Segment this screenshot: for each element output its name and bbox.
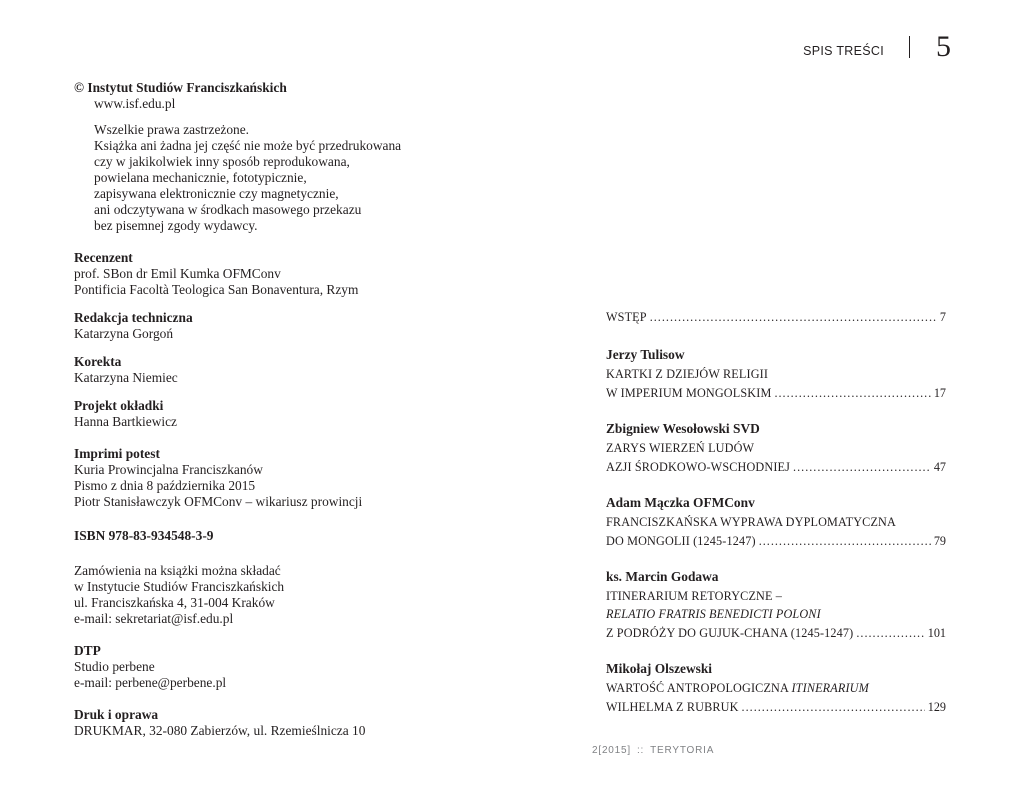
section-heading: Redakcja techniczna: [74, 310, 193, 325]
toc-page: 7: [939, 310, 946, 324]
section-line: Zamówienia na książki można składać: [74, 563, 281, 578]
toc-title-line: Z PODRÓŻY DO GUJUK-CHANA (1245-1247): [606, 626, 854, 640]
toc-title-part: WARTOŚĆ ANTROPOLOGICZNA: [606, 681, 792, 695]
section-heading: Korekta: [74, 354, 122, 369]
toc-author: Adam Mączka OFMConv: [606, 495, 755, 510]
section-line: Studio perbene: [74, 659, 155, 674]
rights-line: czy w jakikolwiek inny sposób reprodukowana,: [94, 154, 350, 169]
dot-leader: [793, 457, 931, 477]
toc-entry[interactable]: [606, 531, 946, 551]
toc-intro[interactable]: [606, 307, 946, 327]
section-line: Kuria Prowincjalna Franciszkanów: [74, 462, 263, 477]
section-line: Pismo z dnia 8 października 2015: [74, 478, 256, 493]
toc-entry[interactable]: [606, 623, 946, 643]
section-line: DRUKMAR, 32-080 Zabierzów, ul. Rzemieślnicza 10: [74, 723, 366, 738]
dot-leader: [759, 531, 931, 551]
reviewer-section: [74, 250, 494, 298]
toc-entry[interactable]: [606, 383, 946, 403]
toc-author: Jerzy Tulisow: [606, 347, 685, 362]
toc-entry[interactable]: [606, 457, 946, 477]
toc-page: 79: [933, 534, 946, 548]
dtp-section: [74, 643, 494, 691]
section-line: e-mail: sekretariat@isf.edu.pl: [74, 611, 234, 626]
rights-line: powielana mechanicznie, fototypicznie,: [94, 170, 307, 185]
toc-title-line: WILHELMA Z RUBRUK: [606, 700, 739, 714]
running-head-rule: [909, 36, 910, 58]
toc-title-line: [606, 679, 946, 697]
toc-title-line: W IMPERIUM MONGOLSKIM: [606, 386, 772, 400]
dot-leader: [856, 623, 924, 643]
footer-separator: ::: [636, 745, 645, 756]
toc-title-line: ZARYS WIERZEŃ LUDÓW: [606, 441, 755, 455]
toc-title-line: ITINERARIUM RETORYCZNE –: [606, 589, 783, 603]
section-line: ul. Franciszkańska 4, 31-004 Kraków: [74, 595, 275, 610]
orders-section: [74, 563, 494, 627]
toc-page: 129: [927, 700, 946, 714]
dot-leader: [742, 697, 925, 717]
page-footer: [592, 745, 714, 756]
rights-line: Wszelkie prawa zastrzeżone.: [94, 122, 250, 137]
section-line: Piotr Stanisławczyk OFMConv – wikariusz prowincji: [74, 494, 363, 509]
toc-author: Zbigniew Wesołowski SVD: [606, 421, 760, 436]
website-url: www.isf.edu.pl: [94, 96, 176, 111]
section-heading: Recenzent: [74, 250, 133, 265]
section-line: w Instytucie Studiów Franciszkańskich: [74, 579, 285, 594]
isbn: ISBN 978-83-934548-3-9: [74, 528, 214, 543]
section-line: Pontificia Facoltà Teologica San Bonaventura, Rzym: [74, 282, 359, 297]
dot-leader: [774, 383, 930, 403]
cover-design-section: [74, 398, 494, 430]
issue-number: 2[2015]: [592, 745, 631, 756]
copyright-line: © Instytut Studiów Franciszkańskich: [74, 80, 287, 95]
section-line: prof. SBon dr Emil Kumka OFMConv: [74, 266, 281, 281]
table-of-contents: [606, 307, 946, 717]
rights-notice: [74, 122, 494, 234]
right-page: [512, 0, 1024, 799]
toc-page: 17: [933, 386, 946, 400]
toc-page: 47: [933, 460, 946, 474]
rights-line: zapisywana elektronicznie czy magnetycznie,: [94, 186, 339, 201]
toc-author: Mikołaj Olszewski: [606, 661, 713, 676]
toc-title-line: FRANCISZKAŃSKA WYPRAWA DYPLOMATYCZNA: [606, 515, 896, 529]
toc-author: ks. Marcin Godawa: [606, 569, 719, 584]
section-heading: Druk i oprawa: [74, 707, 159, 722]
dot-leader: [650, 307, 937, 327]
rights-line: bez pisemnej zgody wydawcy.: [94, 218, 258, 233]
toc-entry[interactable]: [606, 697, 946, 717]
section-line: Katarzyna Gorgoń: [74, 326, 174, 341]
running-head: SPIS TREŚCI: [803, 44, 884, 58]
page-number: 5: [936, 30, 951, 63]
printing-section: [74, 707, 494, 739]
toc-title-line-italic: RELATIO FRATRIS BENEDICTI POLONI: [606, 607, 821, 621]
toc-title-line: DO MONGOLII (1245-1247): [606, 534, 756, 548]
toc-title-line: KARTKI Z DZIEJÓW RELIGII: [606, 367, 769, 381]
journal-name: TERYTORIA: [650, 745, 715, 756]
toc-page: 101: [927, 626, 946, 640]
rights-line: Książka ani żadna jej część nie może być przedrukowana: [94, 138, 402, 153]
imprimi-potest-section: [74, 446, 494, 510]
section-heading: Imprimi potest: [74, 446, 160, 461]
toc-title-line: AZJI ŚRODKOWO-WSCHODNIEJ: [606, 460, 791, 474]
section-line: Katarzyna Niemiec: [74, 370, 178, 385]
rights-line: ani odczytywana w środkach masowego przekazu: [94, 202, 362, 217]
section-line: Hanna Bartkiewicz: [74, 414, 177, 429]
section-heading: Projekt okładki: [74, 398, 164, 413]
tech-editor-section: [74, 310, 494, 342]
proofreading-section: [74, 354, 494, 386]
section-line: e-mail: perbene@perbene.pl: [74, 675, 227, 690]
section-heading: DTP: [74, 643, 101, 658]
toc-title-part-italic: ITINERARIUM: [791, 681, 869, 695]
imprint-block: [74, 80, 494, 739]
toc-title: WSTĘP: [606, 310, 647, 324]
